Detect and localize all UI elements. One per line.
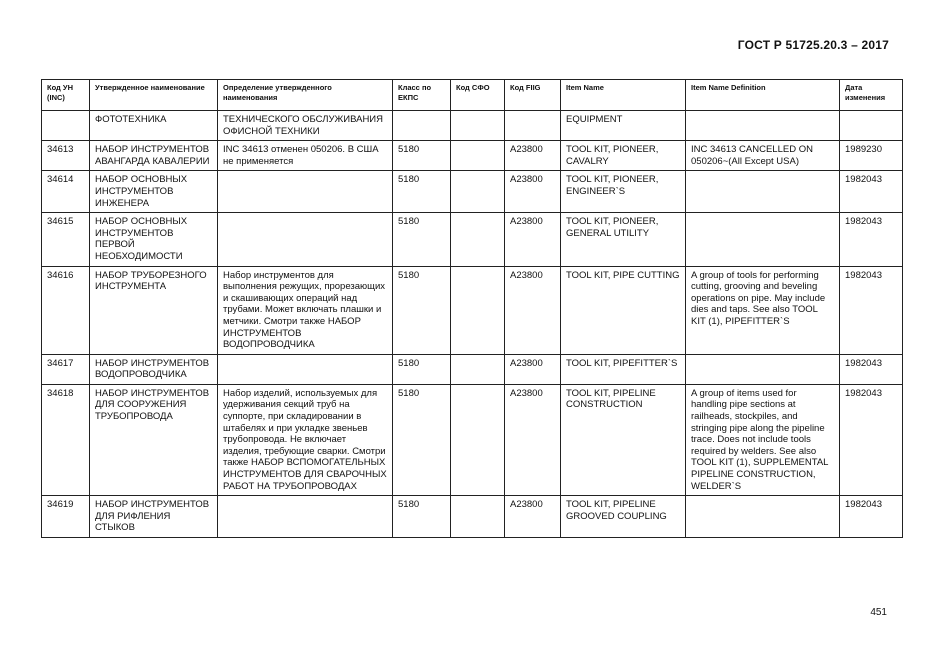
cell-item-name-definition xyxy=(686,496,840,538)
cell-definition xyxy=(218,171,393,213)
document-id: ГОСТ Р 51725.20.3 – 2017 xyxy=(737,38,889,52)
cell-definition xyxy=(218,213,393,266)
cell-class: 5180 xyxy=(393,171,451,213)
cell-approved-name: НАБОР ОСНОВНЫХ ИНСТРУМЕНТОВ ПЕРВОЙ НЕОБХОДИМОСТИ xyxy=(90,213,218,266)
cell-definition xyxy=(218,354,393,384)
cell-change-date: 1982043 xyxy=(840,354,903,384)
cell-item-name: EQUIPMENT xyxy=(561,111,686,141)
cell-definition: INC 34613 отменен 050206. В США не применяется xyxy=(218,141,393,171)
table-row xyxy=(42,141,903,171)
cell-item-name-definition xyxy=(686,354,840,384)
cell-inc: 34619 xyxy=(42,496,90,538)
cell-approved-name: НАБОР ОСНОВНЫХ ИНСТРУМЕНТОВ ИНЖЕНЕРА xyxy=(90,171,218,213)
cell-change-date: 1982043 xyxy=(840,171,903,213)
table-row xyxy=(42,171,903,213)
cell-item-name-definition xyxy=(686,213,840,266)
cell-sfo xyxy=(451,496,505,538)
cell-approved-name: НАБОР ИНСТРУМЕНТОВ ВОДОПРОВОДЧИКА xyxy=(90,354,218,384)
cell-approved-name: НАБОР ИНСТРУМЕНТОВ ДЛЯ СООРУЖЕНИЯ ТРУБОПРОВОДА xyxy=(90,384,218,495)
cell-item-name: TOOL KIT, PIONEER, CAVALRY xyxy=(561,141,686,171)
cell-item-name-definition: A group of items used for handling pipe sections at railheads, stockpiles, and stringing pipe along the pipeline trace. Does not include tools required by welders. See also TOOL KIT (1), SUPPLEMENTAL PIPELINE CONSTRUCTION, WELDER`S xyxy=(686,384,840,495)
cell-inc: 34614 xyxy=(42,171,90,213)
catalog-table xyxy=(41,79,903,538)
cell-item-name: TOOL KIT, PIONEER, ENGINEER`S xyxy=(561,171,686,213)
cell-fiig: A23800 xyxy=(505,354,561,384)
cell-item-name-definition xyxy=(686,111,840,141)
col-header-class: Класс по ЕКПС xyxy=(393,80,451,111)
table-row xyxy=(42,213,903,266)
col-header-inc: Код УН (INC) xyxy=(42,80,90,111)
cell-class: 5180 xyxy=(393,496,451,538)
col-header-item-name: Item Name xyxy=(561,80,686,111)
cell-item-name: TOOL KIT, PIPELINE CONSTRUCTION xyxy=(561,384,686,495)
cell-definition xyxy=(218,496,393,538)
cell-item-name-definition xyxy=(686,171,840,213)
cell-class: 5180 xyxy=(393,266,451,354)
cell-change-date: 1989230 xyxy=(840,141,903,171)
cell-inc: 34615 xyxy=(42,213,90,266)
cell-change-date xyxy=(840,111,903,141)
cell-item-name: TOOL KIT, PIPELINE GROOVED COUPLING xyxy=(561,496,686,538)
table-row xyxy=(42,111,903,141)
cell-definition: Набор изделий, используемых для удерживания секций труб на суппорте, при складировании в штабелях и при укладке звеньев трубопровода. Не включает изделия, требующие сварки. Смотри также НАБОР ВСПОМОГАТЕЛЬНЫХ ИНСТРУМЕНТОВ ДЛЯ СВАРОЧНЫХ РАБОТ НА ТРУБОПРОВОДАХ xyxy=(218,384,393,495)
cell-class: 5180 xyxy=(393,213,451,266)
col-header-sfo: Код СФО xyxy=(451,80,505,111)
page-number: 451 xyxy=(870,607,887,618)
table-row xyxy=(42,384,903,495)
cell-change-date: 1982043 xyxy=(840,213,903,266)
cell-definition: ТЕХНИЧЕСКОГО ОБСЛУЖИВАНИЯ ОФИСНОЙ ТЕХНИКИ xyxy=(218,111,393,141)
cell-item-name: TOOL KIT, PIONEER, GENERAL UTILITY xyxy=(561,213,686,266)
cell-fiig: A23800 xyxy=(505,171,561,213)
cell-sfo xyxy=(451,111,505,141)
cell-sfo xyxy=(451,213,505,266)
table-row xyxy=(42,496,903,538)
cell-inc: 34613 xyxy=(42,141,90,171)
cell-change-date: 1982043 xyxy=(840,496,903,538)
cell-inc: 34618 xyxy=(42,384,90,495)
cell-fiig: A23800 xyxy=(505,141,561,171)
cell-class: 5180 xyxy=(393,384,451,495)
col-header-item-name-definition: Item Name Definition xyxy=(686,80,840,111)
col-header-approved-name: Утвержденное наименование xyxy=(90,80,218,111)
cell-class xyxy=(393,111,451,141)
cell-fiig xyxy=(505,111,561,141)
cell-fiig: A23800 xyxy=(505,496,561,538)
cell-sfo xyxy=(451,266,505,354)
cell-approved-name: НАБОР ИНСТРУМЕНТОВ ДЛЯ РИФЛЕНИЯ СТЫКОВ xyxy=(90,496,218,538)
cell-item-name: TOOL KIT, PIPE CUTTING xyxy=(561,266,686,354)
cell-approved-name: НАБОР ИНСТРУМЕНТОВ АВАНГАРДА КАВАЛЕРИИ xyxy=(90,141,218,171)
cell-change-date: 1982043 xyxy=(840,384,903,495)
col-header-definition: Определение утвержденного наименования xyxy=(218,80,393,111)
cell-fiig: A23800 xyxy=(505,266,561,354)
cell-item-name-definition: INC 34613 CANCELLED ON 050206~(All Except USA) xyxy=(686,141,840,171)
cell-fiig: A23800 xyxy=(505,384,561,495)
cell-sfo xyxy=(451,354,505,384)
table-row xyxy=(42,354,903,384)
cell-class: 5180 xyxy=(393,354,451,384)
cell-item-name-definition: A group of tools for performing cutting, grooving and beveling operations on pipe. May include dies and taps. See also TOOL KIT (1), PIPEFITTER`S xyxy=(686,266,840,354)
cell-sfo xyxy=(451,171,505,213)
cell-sfo xyxy=(451,384,505,495)
cell-approved-name: ФОТОТЕХНИКА xyxy=(90,111,218,141)
col-header-change-date: Дата изменения xyxy=(840,80,903,111)
table-header-row xyxy=(42,80,903,111)
table-row xyxy=(42,266,903,354)
cell-definition: Набор инструментов для выполнения режущих, прорезающих и скашивающих операций над трубами. Может включать плашки и метчики. Смотри также НАБОР ИНСТРУМЕНТОВ ВОДОПРОВОДЧИКА xyxy=(218,266,393,354)
cell-approved-name: НАБОР ТРУБОРЕЗНОГО ИНСТРУМЕНТА xyxy=(90,266,218,354)
cell-fiig: A23800 xyxy=(505,213,561,266)
cell-sfo xyxy=(451,141,505,171)
cell-class: 5180 xyxy=(393,141,451,171)
cell-inc xyxy=(42,111,90,141)
cell-inc: 34617 xyxy=(42,354,90,384)
cell-change-date: 1982043 xyxy=(840,266,903,354)
col-header-fiig: Код FIIG xyxy=(505,80,561,111)
cell-item-name: TOOL KIT, PIPEFITTER`S xyxy=(561,354,686,384)
cell-inc: 34616 xyxy=(42,266,90,354)
